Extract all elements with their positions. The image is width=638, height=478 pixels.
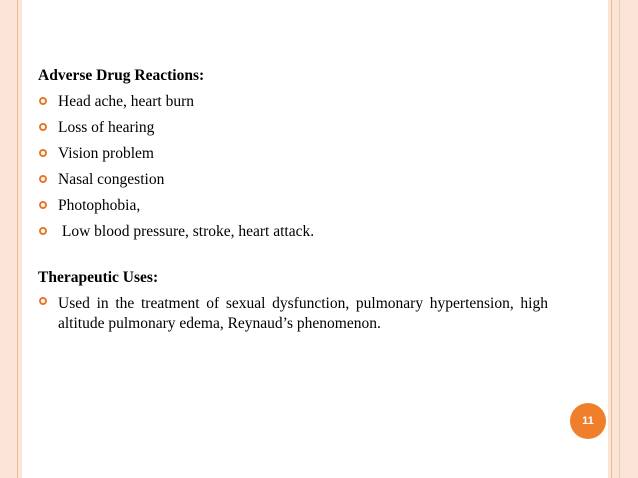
list-item-text: Used in the treatment of sexual dysfunction, pulmonary hypertension, high altitude pulmonary edema, Reynaud’s phenomenon.	[58, 295, 548, 332]
list-item-text: Nasal congestion	[58, 171, 165, 188]
adverse-reactions-list	[38, 89, 548, 245]
right-border-decoration	[608, 0, 638, 478]
list-item	[38, 141, 548, 167]
list-item-text: Vision problem	[58, 145, 154, 162]
circle-bullet-icon	[39, 227, 47, 235]
list-item-text: Head ache, heart burn	[58, 93, 194, 110]
list-item	[38, 115, 548, 141]
list-item	[38, 167, 548, 193]
therapeutic-uses-heading: Therapeutic Uses:	[38, 269, 159, 286]
list-item-text: Low blood pressure, stroke, heart attack.	[58, 223, 315, 240]
page-number-badge: 11	[570, 403, 606, 439]
list-item	[38, 193, 548, 219]
circle-bullet-icon	[39, 123, 47, 131]
circle-bullet-icon	[39, 175, 47, 183]
circle-bullet-icon	[39, 149, 47, 157]
circle-bullet-icon	[39, 201, 47, 209]
list-item-text: Photophobia,	[58, 197, 141, 214]
therapeutic-uses-list	[38, 291, 548, 337]
list-item-text: Loss of hearing	[58, 119, 155, 136]
section-spacer	[38, 245, 548, 265]
circle-bullet-icon	[39, 97, 47, 105]
slide-content	[38, 63, 548, 337]
list-item	[38, 89, 548, 115]
list-item	[38, 291, 548, 337]
list-item	[38, 219, 548, 245]
circle-bullet-icon	[39, 297, 47, 305]
left-border-decoration	[0, 0, 22, 478]
adverse-reactions-heading: Adverse Drug Reactions:	[38, 67, 205, 84]
